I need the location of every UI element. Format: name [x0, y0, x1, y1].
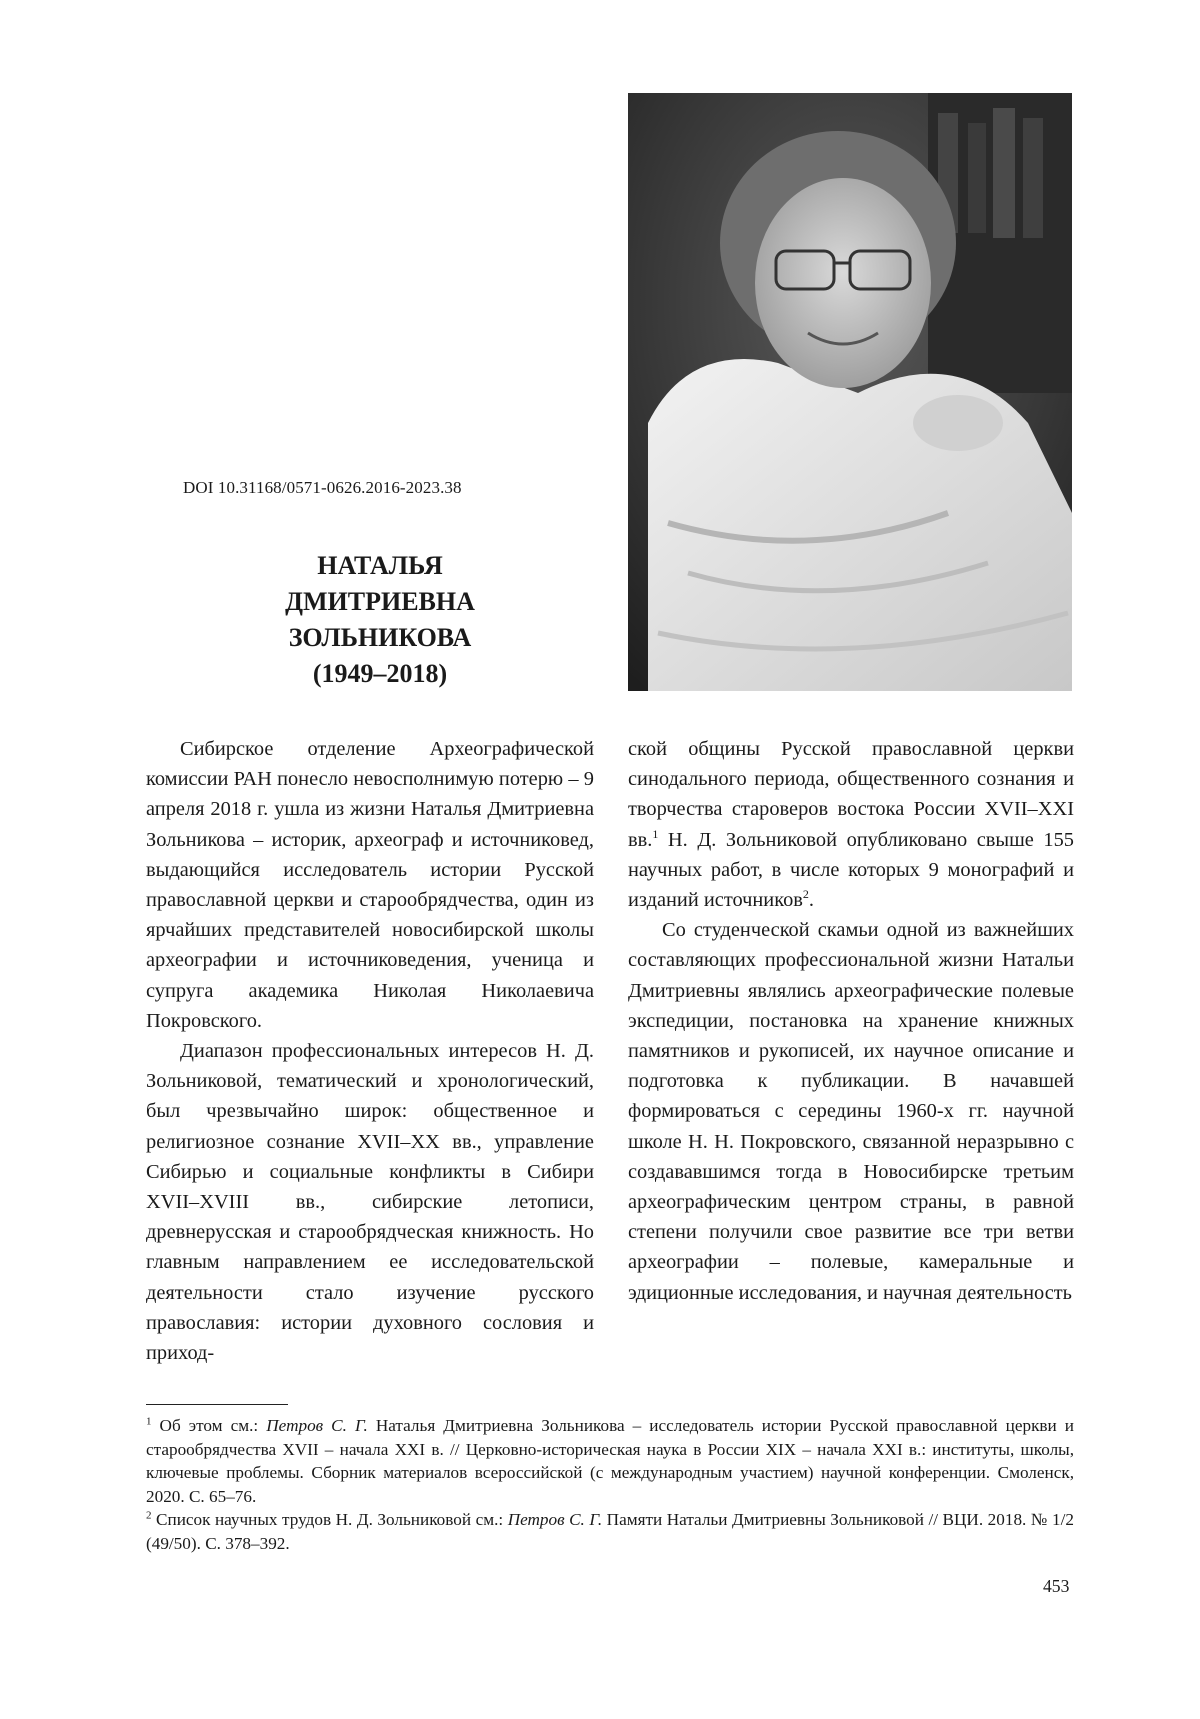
paragraph-3 — [628, 734, 1074, 915]
footnotes — [146, 1414, 1074, 1556]
page-number: 453 — [1043, 1576, 1070, 1596]
title-line-3: ЗОЛЬНИКОВА — [288, 623, 472, 652]
paragraph-3-part-c: . — [808, 889, 815, 912]
portrait-photo — [628, 93, 1072, 691]
paragraph-3-part-a: ской общины Русской православной церкви синодального периода, общественного сознания и творчества староверов востока России XVII–XXI вв. — [628, 738, 1074, 851]
title-line-2: ДМИТРИЕВНА — [285, 587, 475, 616]
footnote-1-intro: Об этом см.: — [151, 1416, 267, 1435]
footnote-1 — [146, 1414, 1074, 1508]
title-line-1: НАТАЛЬЯ — [317, 551, 443, 580]
portrait-photo-icon — [628, 93, 1072, 691]
footnote-1-text: Наталья Дмитриевна Зольникова – исследователь истории Русской православной церкви и старообрядчества XVII – начала XXI в. // Церковно-историческая наука в России XIX – начала XXI в.: институты, школы, ключевые проблемы. Сборник материалов всероссийской (с международным участием) научной конференции. Смоленск, 2020. С. 65–76. — [146, 1416, 1074, 1506]
footnote-2-author: Петров С. Г. — [507, 1510, 603, 1530]
paragraph-4: Со студенческой скамьи одной из важнейших составляющих профессиональной жизни Натальи Дмитриевны являлись археографические полевые экспедиции, постановка на хранение книжных памятников и рукописей, их научное описание и подготовка к публикации. В начавшей формироваться с середины 1960-х гг. научной школе Н. Н. Покровского, связанной неразрывно с создававшимся тогда в Новосибирске третьим археографическим центром страны, в равной степени получили свое развитие все три ветви археографии – полевые, камеральные и эдиционные исследования, и научная деятельность — [628, 919, 1074, 1304]
paragraph-3-part-b: Н. Д. Зольниковой опубликовано свыше 155 научных работ, в числе которых 9 монографий и изданий источников — [628, 828, 1074, 912]
body-column-right — [628, 734, 1074, 1308]
footnote-ref-1[interactable]: 1 — [652, 826, 659, 841]
title-years: (1949–2018) — [312, 659, 448, 688]
body-column-left — [146, 734, 594, 1368]
footnote-2-intro: Список научных трудов Н. Д. Зольниковой см.: — [151, 1510, 508, 1530]
footnote-ref-2[interactable]: 2 — [802, 887, 809, 902]
paragraph-1: Сибирское отделение Археографической комиссии РАН понесло невосполнимую потерю – 9 апреля 2018 г. ушла из жизни Наталья Дмитриевна Зольникова – историк, археограф и источниковед, выдающийся исследователь истории Русской православной церкви и старообрядчества, один из ярчайших представителей новосибирской школы археографии и источниковедения, ученица и супруга академика Николая Николаевича Покровского. — [146, 738, 594, 1032]
doi: DOI 10.31168/0571-0626.2016-2023.38 — [183, 478, 462, 497]
obituary-title — [180, 548, 580, 692]
footnote-divider — [146, 1404, 288, 1405]
paragraph-2: Диапазон профессиональных интересов Н. Д. Зольниковой, тематический и хронологический, был чрезвычайно широк: общественное и религиозное сознание XVII–XX вв., управление Сибирью и социальные конфликты в Сибири XVII–XVIII вв., сибирские летописи, древнерусская и старообрядческая книжность. Но главным направлением ее исследовательской деятельности стало изучение русского православия: истории духовного сословия и приход- — [146, 1040, 594, 1365]
footnote-2-text: Памяти Натальи Дмитриевны Зольниковой // ВЦИ. 2018. № 1/2 (49/50). С. 378–392. — [146, 1510, 1074, 1553]
footnote-2 — [146, 1508, 1074, 1555]
footnote-2-number: 2 — [146, 1509, 152, 1522]
footnote-1-number: 1 — [146, 1415, 152, 1428]
footnote-1-author: Петров С. Г. — [266, 1416, 368, 1435]
